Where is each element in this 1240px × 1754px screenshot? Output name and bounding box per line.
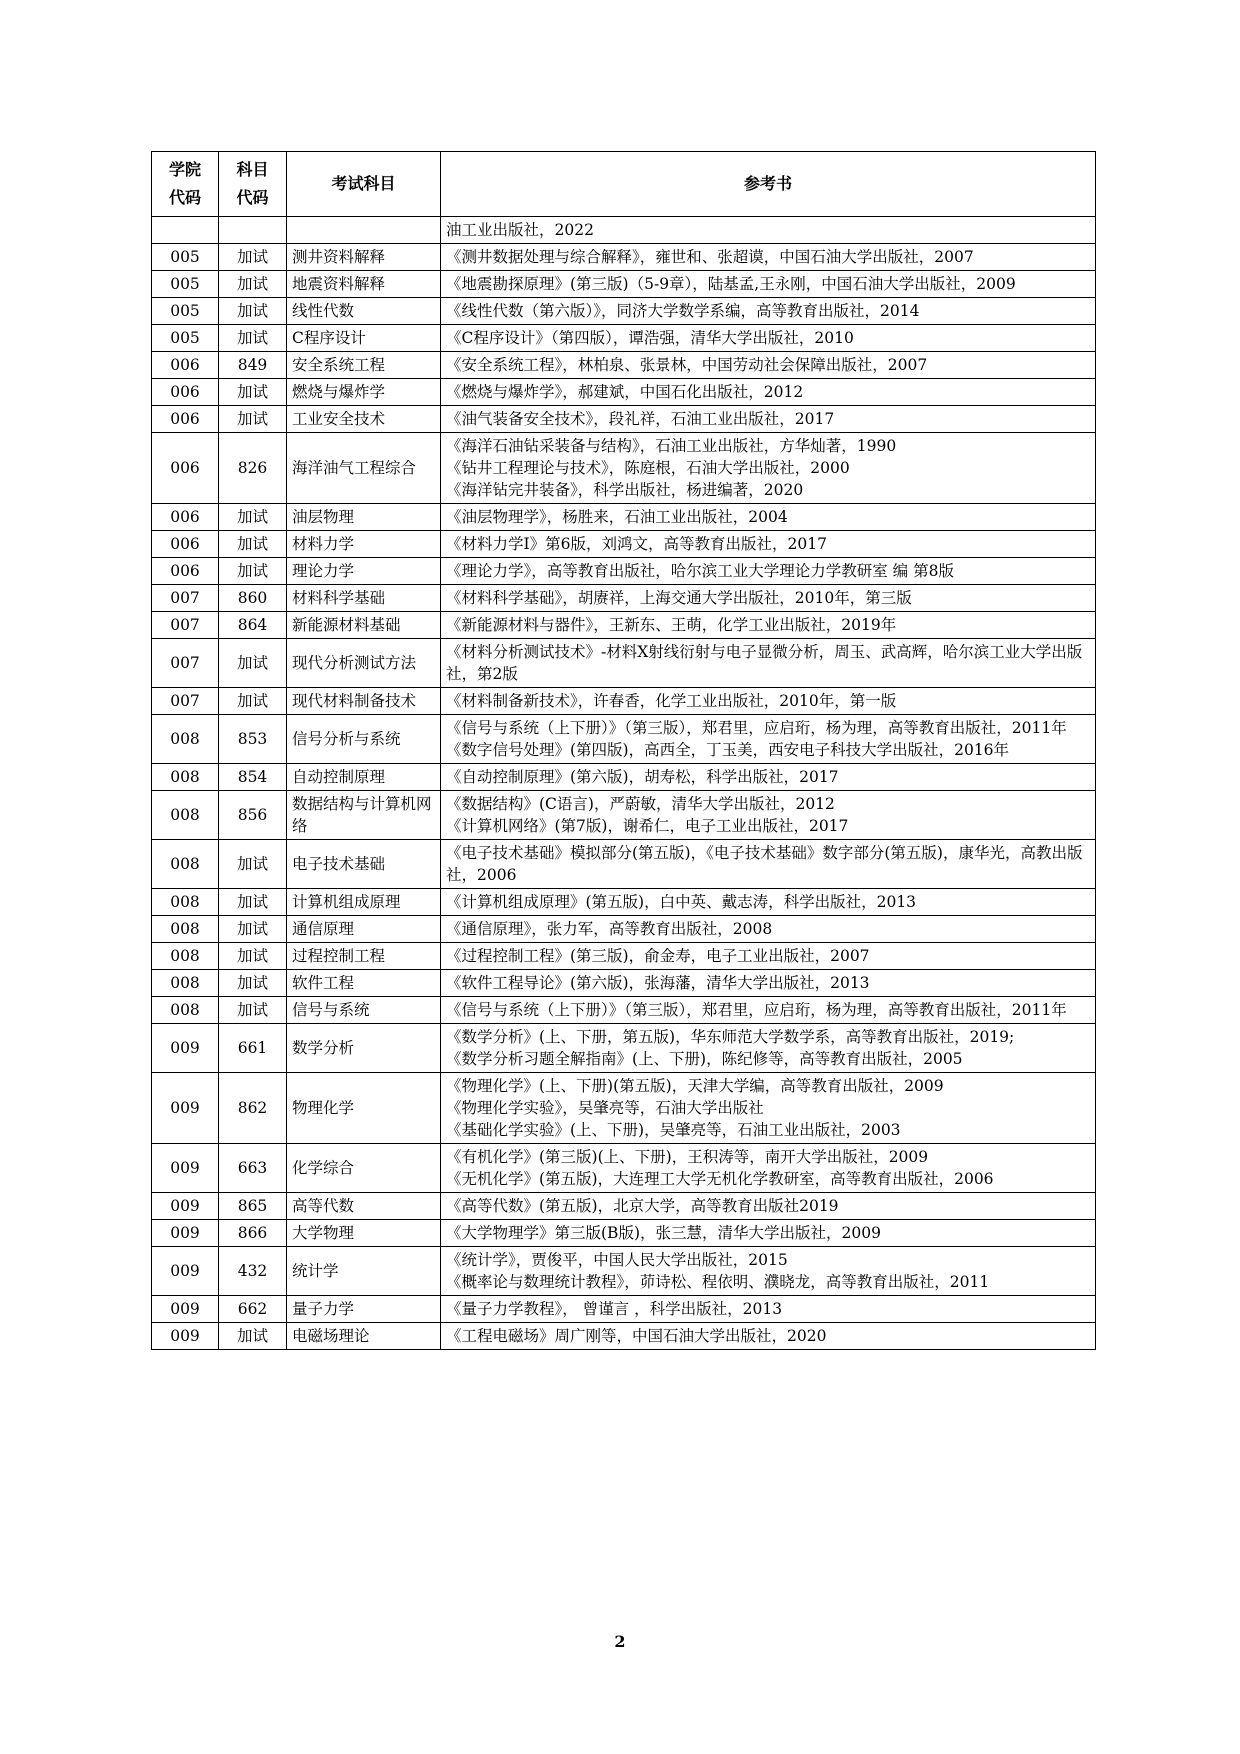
- table-row: [152, 1247, 1096, 1296]
- subject-code-cell: 加试: [219, 997, 287, 1024]
- college-code-cell: 006: [152, 433, 219, 504]
- subject-code-cell: 加试: [219, 531, 287, 558]
- reference-book-entry: 《有机化学》(第三版)(上、下册)，王积涛等，南开大学出版社，2009: [446, 1148, 929, 1166]
- table-row: [152, 943, 1096, 970]
- reference-book-entry: 《燃烧与爆炸学》，郝建斌，中国石化出版社，2012: [446, 383, 804, 401]
- exam-subject-cell: 新能源材料基础: [287, 612, 441, 639]
- reference-book-entry: 《海洋石油钻采装备与结构》，石油工业出版社，方华灿著，1990: [446, 437, 897, 455]
- reference-book-entry: 《线性代数（第六版）》，同济大学数学系编，高等教育出版社，2014: [446, 302, 920, 320]
- subject-code-cell: 加试: [219, 558, 287, 585]
- reference-book-entry: 《计算机网络》(第7版)，谢希仁，电子工业出版社，2017: [446, 817, 849, 835]
- reference-books-cell: [441, 1024, 1096, 1073]
- table-row: [152, 997, 1096, 1024]
- exam-subject-cell: 地震资料解释: [287, 271, 441, 298]
- reference-books-cell: [441, 352, 1096, 379]
- college-code-cell: 009: [152, 1073, 219, 1144]
- header-college-code-line1: 学院: [168, 160, 201, 179]
- exam-subject-cell: 物理化学: [287, 1073, 441, 1144]
- subject-code-cell: 663: [219, 1144, 287, 1193]
- reference-book-entry: 《材料分析测试技术》-材料X射线衍射与电子显微分析，周玉、武高辉，哈尔滨工业大学出版社，第2版: [446, 643, 1083, 683]
- table-body: [152, 217, 1096, 1350]
- college-code-cell: 006: [152, 504, 219, 531]
- college-code-cell: 008: [152, 997, 219, 1024]
- reference-book-entry: 《概率论与数理统计教程》，茆诗松、程依明、濮晓龙，高等教育出版社，2011: [446, 1273, 990, 1291]
- exam-subject-cell: 材料科学基础: [287, 585, 441, 612]
- reference-book-entry: 《材料制备新技术》，许春香，化学工业出版社，2010年，第一版: [446, 692, 897, 710]
- subject-code-cell: 加试: [219, 325, 287, 352]
- subject-code-cell: 864: [219, 612, 287, 639]
- exam-subject-cell: 工业安全技术: [287, 406, 441, 433]
- reference-book-entry: 《地震勘探原理》(第三版)（5-9章），陆基孟,王永刚，中国石油大学出版社，2009: [446, 275, 1016, 293]
- exam-subject-cell: 油层物理: [287, 504, 441, 531]
- college-code-cell: 009: [152, 1144, 219, 1193]
- subject-code-cell: 加试: [219, 688, 287, 715]
- reference-book-entry: 《信号与系统（上下册）》（第三版），郑君里，应启珩，杨为理，高等教育出版社，2011年: [446, 719, 1067, 737]
- exam-subject-cell: 燃烧与爆炸学: [287, 379, 441, 406]
- reference-books-cell: [441, 1073, 1096, 1144]
- reference-book-entry: 《工程电磁场》周广刚等，中国石油大学出版社，2020: [446, 1327, 827, 1345]
- header-subject-code: [219, 152, 287, 217]
- reference-book-entry: 《信号与系统（上下册）》（第三版），郑君里，应启珩，杨为理，高等教育出版社，2011年: [446, 1001, 1067, 1019]
- reference-books-cell: [441, 1247, 1096, 1296]
- college-code-cell: 006: [152, 558, 219, 585]
- subject-code-cell: 加试: [219, 889, 287, 916]
- reference-books-cell: [441, 558, 1096, 585]
- table-row: [152, 271, 1096, 298]
- college-code-cell: 006: [152, 352, 219, 379]
- college-code-cell: 005: [152, 271, 219, 298]
- reference-book-entry: 《大学物理学》第三版(B版)，张三慧，清华大学出版社，2009: [446, 1224, 881, 1242]
- subject-code-cell: 854: [219, 764, 287, 791]
- reference-book-entry: 《量子力学教程》， 曾谨言 ，科学出版社，2013: [446, 1300, 783, 1318]
- college-code-cell: 007: [152, 612, 219, 639]
- reference-books-cell: [441, 1193, 1096, 1220]
- subject-code-cell: 826: [219, 433, 287, 504]
- college-code-cell: 009: [152, 1220, 219, 1247]
- exam-subject-cell: 量子力学: [287, 1296, 441, 1323]
- college-code-cell: 006: [152, 379, 219, 406]
- reference-book-entry: 《数学分析》(上、下册，第五版)，华东师范大学数学系，高等教育出版社，2019;: [446, 1028, 1015, 1046]
- table-row: [152, 916, 1096, 943]
- reference-book-entry: 《测井数据处理与综合解释》，雍世和、张超谟，中国石油大学出版社，2007: [446, 248, 974, 266]
- college-code-cell: 008: [152, 970, 219, 997]
- reference-books-cell: [441, 244, 1096, 271]
- subject-code-cell: 加试: [219, 244, 287, 271]
- exam-subject-cell: 高等代数: [287, 1193, 441, 1220]
- exam-subject-cell: 数学分析: [287, 1024, 441, 1073]
- reference-book-entry: 《安全系统工程》，林柏泉、张景林，中国劳动社会保障出版社，2007: [446, 356, 928, 374]
- table-row: [152, 639, 1096, 688]
- exam-subject-cell: 海洋油气工程综合: [287, 433, 441, 504]
- college-code-cell: 005: [152, 325, 219, 352]
- reference-book-entry: 《基础化学实验》(上、下册)，吴肇亮等，石油工业出版社，2003: [446, 1121, 901, 1139]
- exam-subject-cell: 理论力学: [287, 558, 441, 585]
- reference-books-cell: [441, 298, 1096, 325]
- college-code-cell: [152, 217, 219, 244]
- exam-subject-cell: 自动控制原理: [287, 764, 441, 791]
- reference-book-entry: 《油层物理学》，杨胜来，石油工业出版社，2004: [446, 508, 788, 526]
- reference-book-table: [151, 151, 1096, 1350]
- reference-books-cell: [441, 1323, 1096, 1350]
- table-row: [152, 1296, 1096, 1323]
- exam-subject-cell: 计算机组成原理: [287, 889, 441, 916]
- reference-books-cell: [441, 612, 1096, 639]
- reference-book-entry: 《钻井工程理论与技术》，陈庭根，石油大学出版社，2000: [446, 459, 850, 477]
- table-row: [152, 585, 1096, 612]
- college-code-cell: 008: [152, 715, 219, 764]
- reference-book-entry: 《物理化学》(上、下册)(第五版)，天津大学编，高等教育出版社，2009: [446, 1077, 944, 1095]
- subject-code-cell: 加试: [219, 271, 287, 298]
- college-code-cell: 008: [152, 791, 219, 840]
- exam-subject-cell: 信号与系统: [287, 997, 441, 1024]
- subject-code-cell: 加试: [219, 943, 287, 970]
- table-row: [152, 558, 1096, 585]
- table-row: [152, 1024, 1096, 1073]
- table-row: [152, 1193, 1096, 1220]
- header-reference-books: 参考书: [441, 152, 1096, 217]
- reference-book-entry: 《物理化学实验》，吴肇亮等，石油大学出版社: [446, 1099, 764, 1117]
- table-row: [152, 406, 1096, 433]
- reference-book-entry: 《过程控制工程》(第三版)，俞金寿，电子工业出版社，2007: [446, 947, 870, 965]
- college-code-cell: 007: [152, 688, 219, 715]
- exam-subject-cell: 化学综合: [287, 1144, 441, 1193]
- reference-books-cell: [441, 585, 1096, 612]
- table-row: [152, 889, 1096, 916]
- college-code-cell: 005: [152, 244, 219, 271]
- exam-subject-cell: 数据结构与计算机网络: [287, 791, 441, 840]
- subject-code-cell: 662: [219, 1296, 287, 1323]
- college-code-cell: 006: [152, 406, 219, 433]
- exam-subject-cell: 电子技术基础: [287, 840, 441, 889]
- exam-subject-cell: 信号分析与系统: [287, 715, 441, 764]
- college-code-cell: 008: [152, 889, 219, 916]
- exam-subject-cell: 材料力学: [287, 531, 441, 558]
- reference-book-entry: 《材料力学I》第6版，刘鸿文，高等教育出版社，2017: [446, 535, 827, 553]
- exam-subject-cell: C程序设计: [287, 325, 441, 352]
- table-row: [152, 970, 1096, 997]
- reference-books-cell: [441, 639, 1096, 688]
- subject-code-cell: 849: [219, 352, 287, 379]
- header-college-code: [152, 152, 219, 217]
- exam-subject-cell: [287, 217, 441, 244]
- table-row: [152, 612, 1096, 639]
- subject-code-cell: 860: [219, 585, 287, 612]
- reference-books-cell: [441, 271, 1096, 298]
- reference-book-entry: 《油气装备安全技术》，段礼祥，石油工业出版社，2017: [446, 410, 835, 428]
- college-code-cell: 008: [152, 764, 219, 791]
- college-code-cell: 007: [152, 585, 219, 612]
- table-row: [152, 379, 1096, 406]
- college-code-cell: 005: [152, 298, 219, 325]
- reference-books-cell: [441, 1220, 1096, 1247]
- reference-book-entry: 《电子技术基础》模拟部分(第五版)，《电子技术基础》数字部分(第五版)，康华光，高教出版社，2006: [446, 844, 1083, 884]
- college-code-cell: 008: [152, 916, 219, 943]
- table-header-row: [152, 152, 1096, 217]
- reference-book-entry: 《新能源材料与器件》，王新东、王萌，化学工业出版社，2019年: [446, 616, 897, 634]
- reference-book-entry: 《数据结构》(C语言)，严蔚敏，清华大学出版社，2012: [446, 795, 835, 813]
- reference-book-entry: 《通信原理》，张力军，高等教育出版社，2008: [446, 920, 773, 938]
- college-code-cell: 009: [152, 1024, 219, 1073]
- reference-books-cell: [441, 943, 1096, 970]
- exam-subject-cell: 现代分析测试方法: [287, 639, 441, 688]
- exam-subject-cell: 安全系统工程: [287, 352, 441, 379]
- table-row: [152, 1220, 1096, 1247]
- reference-books-cell: [441, 1144, 1096, 1193]
- exam-subject-cell: 测井资料解释: [287, 244, 441, 271]
- reference-books-cell: [441, 688, 1096, 715]
- exam-subject-cell: 统计学: [287, 1247, 441, 1296]
- subject-code-cell: 432: [219, 1247, 287, 1296]
- reference-book-entry: 《软件工程导论》(第六版)，张海藩，清华大学出版社，2013: [446, 974, 870, 992]
- exam-subject-cell: 过程控制工程: [287, 943, 441, 970]
- subject-code-cell: 加试: [219, 970, 287, 997]
- table-row: [152, 298, 1096, 325]
- subject-code-cell: 加试: [219, 406, 287, 433]
- exam-subject-cell: 软件工程: [287, 970, 441, 997]
- table-row: [152, 325, 1096, 352]
- subject-code-cell: 866: [219, 1220, 287, 1247]
- subject-code-cell: 加试: [219, 298, 287, 325]
- college-code-cell: 009: [152, 1193, 219, 1220]
- subject-code-cell: 661: [219, 1024, 287, 1073]
- reference-books-cell: [441, 325, 1096, 352]
- reference-books-cell: [441, 889, 1096, 916]
- subject-code-cell: [219, 217, 287, 244]
- reference-book-entry: 《数字信号处理》(第四版)，高西全，丁玉美，西安电子科技大学出版社，2016年: [446, 741, 1010, 759]
- subject-code-cell: 加试: [219, 639, 287, 688]
- college-code-cell: 007: [152, 639, 219, 688]
- table-row: [152, 715, 1096, 764]
- table-row: [152, 244, 1096, 271]
- reference-books-cell: [441, 997, 1096, 1024]
- exam-subject-cell: 线性代数: [287, 298, 441, 325]
- table-row: [152, 688, 1096, 715]
- reference-books-cell: [441, 531, 1096, 558]
- reference-books-cell: [441, 504, 1096, 531]
- college-code-cell: 008: [152, 840, 219, 889]
- reference-books-cell: [441, 217, 1096, 244]
- subject-code-cell: 加试: [219, 379, 287, 406]
- page-number: 2: [614, 1632, 626, 1651]
- table-row: [152, 1323, 1096, 1350]
- reference-book-entry: 《计算机组成原理》(第五版)，白中英、戴志涛，科学出版社，2013: [446, 893, 917, 911]
- table-row: [152, 1144, 1096, 1193]
- table-row: [152, 433, 1096, 504]
- subject-code-cell: 853: [219, 715, 287, 764]
- table-row: [152, 764, 1096, 791]
- reference-book-entry: 《高等代数》(第五版)，北京大学，高等教育出版社2019: [446, 1197, 839, 1215]
- table-row: [152, 352, 1096, 379]
- college-code-cell: 009: [152, 1323, 219, 1350]
- reference-books-cell: [441, 791, 1096, 840]
- reference-book-entry: 《自动控制原理》(第六版)，胡寿松，科学出版社，2017: [446, 768, 839, 786]
- table-row: [152, 504, 1096, 531]
- reference-books-cell: [441, 406, 1096, 433]
- exam-subject-cell: 通信原理: [287, 916, 441, 943]
- header-subject-code-line1: 科目: [236, 160, 269, 179]
- header-college-code-line2: 代码: [168, 188, 201, 207]
- reference-book-entry: 油工业出版社，2022: [446, 221, 594, 239]
- table-row: [152, 1073, 1096, 1144]
- reference-book-entry: 《C程序设计》（第四版），谭浩强，清华大学出版社，2010: [446, 329, 854, 347]
- exam-subject-cell: 电磁场理论: [287, 1323, 441, 1350]
- reference-books-cell: [441, 840, 1096, 889]
- subject-code-cell: 862: [219, 1073, 287, 1144]
- table-row: [152, 531, 1096, 558]
- college-code-cell: 008: [152, 943, 219, 970]
- reference-books-cell: [441, 379, 1096, 406]
- reference-books-cell: [441, 764, 1096, 791]
- subject-code-cell: 加试: [219, 840, 287, 889]
- reference-books-cell: [441, 715, 1096, 764]
- reference-books-cell: [441, 433, 1096, 504]
- reference-book-entry: 《无机化学》(第五版)，大连理工大学无机化学教研室，高等教育出版社，2006: [446, 1170, 994, 1188]
- reference-books-cell: [441, 916, 1096, 943]
- subject-code-cell: 加试: [219, 1323, 287, 1350]
- reference-book-entry: 《海洋钻完井装备》，科学出版社，杨进编著，2020: [446, 481, 804, 499]
- table-row: [152, 840, 1096, 889]
- table-row: [152, 791, 1096, 840]
- subject-code-cell: 865: [219, 1193, 287, 1220]
- subject-code-cell: 加试: [219, 504, 287, 531]
- exam-subject-cell: 现代材料制备技术: [287, 688, 441, 715]
- reference-books-cell: [441, 1296, 1096, 1323]
- header-exam-subject: 考试科目: [287, 152, 441, 217]
- exam-subject-cell: 大学物理: [287, 1220, 441, 1247]
- subject-code-cell: 856: [219, 791, 287, 840]
- college-code-cell: 009: [152, 1247, 219, 1296]
- table-row: [152, 217, 1096, 244]
- reference-book-entry: 《数学分析习题全解指南》(上、下册)，陈纪修等，高等教育出版社，2005: [446, 1050, 963, 1068]
- subject-code-cell: 加试: [219, 916, 287, 943]
- header-subject-code-line2: 代码: [236, 188, 269, 207]
- reference-book-entry: 《材料科学基础》，胡赓祥，上海交通大学出版社，2010年，第三版: [446, 589, 912, 607]
- college-code-cell: 006: [152, 531, 219, 558]
- reference-book-entry: 《理论力学》，高等教育出版社，哈尔滨工业大学理论力学教研室 编 第8版: [446, 562, 954, 580]
- college-code-cell: 009: [152, 1296, 219, 1323]
- reference-books-cell: [441, 970, 1096, 997]
- reference-book-entry: 《统计学》，贾俊平，中国人民大学出版社，2015: [446, 1251, 788, 1269]
